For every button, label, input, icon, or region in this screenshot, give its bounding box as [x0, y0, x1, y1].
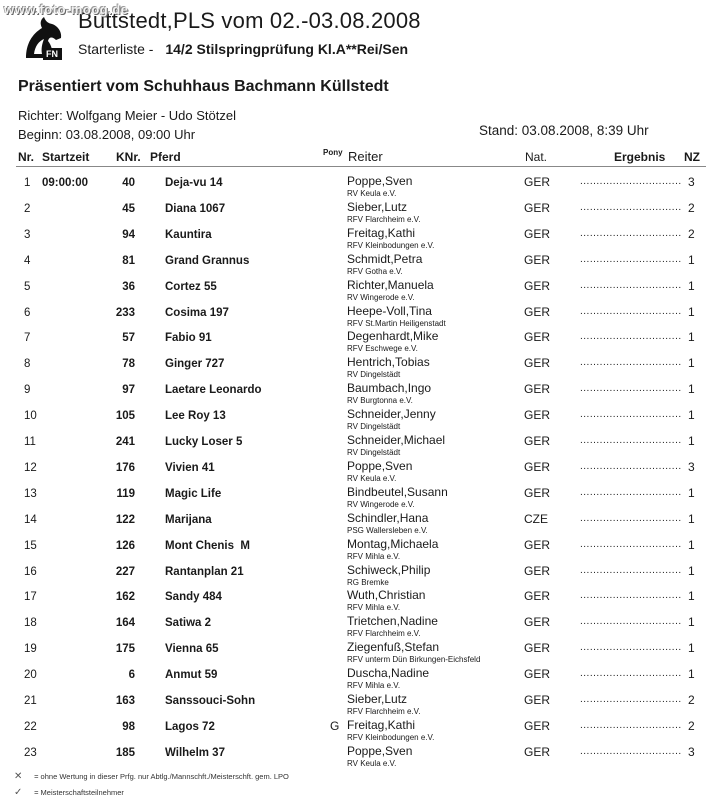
row-club: RV Dingelstädt [347, 422, 401, 432]
row-knr: 40 [122, 177, 135, 189]
row-club: RFV unterm Dün Birkungen-Eichsfeld [347, 655, 481, 665]
row-rider: Trietchen,Nadine [347, 614, 438, 629]
table-row [0, 742, 726, 768]
row-club: RV Wingerode e.V. [347, 292, 415, 302]
row-nz: 1 [688, 641, 695, 656]
row-club: RV Dingelstädt [347, 448, 401, 457]
row-result-placeholder: ............................... [580, 305, 682, 317]
row-rider: Schneider,Jenny [347, 407, 436, 422]
row-result-placeholder: ............................... [580, 331, 682, 343]
col-header-ergebnis: Ergebnis [614, 150, 666, 164]
row-nz: 2 [688, 693, 695, 707]
row-club: PSG Wallersleben e.V. [347, 525, 428, 535]
row-nr: 6 [24, 306, 31, 319]
row-nr: 21 [24, 695, 37, 707]
row-knr: 162 [115, 591, 135, 604]
row-nz: 1 [688, 434, 695, 448]
row-rider: Hentrich,Tobias [347, 355, 430, 370]
row-nr: 20 [24, 669, 37, 682]
col-header-startzeit: Startzeit [42, 150, 90, 164]
row-nz: 1 [688, 537, 695, 552]
row-horse: Magic Life [165, 487, 222, 500]
row-result-placeholder: ............................... [580, 719, 682, 731]
table-row [0, 690, 726, 716]
table-row [0, 405, 726, 431]
row-rider: Poppe,Sven [347, 743, 413, 758]
row-nz: 3 [688, 175, 695, 189]
row-nr: 5 [24, 280, 31, 293]
row-nr: 22 [24, 720, 37, 733]
row-nz: 1 [688, 563, 695, 578]
row-horse: Sanssouci-Sohn [165, 695, 256, 707]
row-rider: Schmidt,Petra [347, 251, 423, 266]
header-divider [16, 166, 706, 167]
row-knr: 176 [115, 461, 135, 474]
row-rider: Heepe-Voll,Tina [347, 303, 432, 318]
row-knr: 163 [115, 695, 135, 707]
row-nz: 1 [688, 304, 695, 319]
row-horse: Deja-vu 14 [165, 177, 223, 189]
status-timestamp: Stand: 03.08.2008, 8:39 Uhr [479, 123, 649, 138]
row-club: RFV Kleinbodungen e.V. [347, 732, 435, 742]
row-nat: GER [524, 537, 551, 552]
row-result-placeholder: ............................... [580, 383, 682, 395]
row-nat: GER [524, 718, 551, 733]
row-nr: 12 [24, 461, 37, 474]
row-result-placeholder: ............................... [580, 564, 682, 576]
list-label: Starterliste - [78, 41, 154, 57]
table-row [0, 353, 726, 379]
row-nz: 2 [688, 226, 695, 241]
row-knr: 98 [122, 720, 135, 733]
row-nr: 3 [24, 228, 31, 241]
row-nat: GER [524, 693, 551, 707]
row-nat: GER [524, 641, 551, 656]
col-header-pferd: Pferd [150, 150, 181, 164]
row-knr: 233 [115, 306, 135, 319]
table-row [0, 276, 726, 302]
row-rider: Poppe,Sven [347, 174, 413, 188]
row-rider: Baumbach,Ingo [347, 381, 432, 396]
row-horse: Kauntira [165, 228, 212, 241]
row-rider: Poppe,Sven [347, 458, 413, 473]
row-result-placeholder: ............................... [580, 460, 682, 472]
table-row [0, 379, 726, 405]
row-club: RFV Mihla e.V. [347, 603, 401, 613]
row-horse: Lagos 72 [165, 720, 215, 733]
row-nr: 4 [24, 254, 31, 267]
row-rider: Duscha,Nadine [347, 666, 430, 681]
col-header-nz: NZ [684, 150, 700, 164]
row-knr: 36 [122, 280, 135, 293]
row-nat: GER [524, 226, 551, 241]
table-row [0, 457, 726, 483]
row-nat: GER [524, 589, 551, 604]
row-nz: 1 [688, 330, 695, 345]
table-row [0, 327, 726, 353]
row-nat: GER [524, 667, 551, 682]
table-row [0, 535, 726, 561]
table-row [0, 561, 726, 587]
row-horse: Diana 1067 [165, 202, 226, 215]
row-result-placeholder: ............................... [580, 176, 682, 187]
table-row [0, 431, 726, 457]
subtitle [78, 41, 408, 57]
row-nat: GER [524, 356, 551, 371]
row-nr: 17 [24, 591, 37, 604]
row-knr: 241 [115, 436, 135, 448]
row-nat: GER [524, 408, 551, 423]
row-nr: 2 [24, 202, 31, 215]
row-knr: 227 [115, 565, 135, 578]
row-club: RV Keula e.V. [347, 473, 397, 483]
row-nr: 16 [24, 565, 37, 578]
row-result-placeholder: ............................... [580, 694, 682, 705]
row-nz: 1 [688, 511, 695, 526]
row-result-placeholder: ............................... [580, 642, 682, 654]
row-nat: GER [524, 382, 551, 397]
table-row [0, 664, 726, 690]
row-result-placeholder: ............................... [580, 538, 682, 550]
row-knr: 97 [122, 384, 135, 397]
row-nz: 2 [688, 200, 695, 215]
row-horse: Rantanplan 21 [165, 565, 244, 578]
row-rider: Bindbeutel,Susann [347, 484, 448, 499]
row-horse: Anmut 59 [165, 669, 218, 682]
row-rider: Degenhardt,Mike [347, 329, 439, 344]
row-club: RG Bremke [347, 577, 389, 587]
row-nr: 23 [24, 746, 37, 759]
row-club: RFV Flarchheim e.V. [347, 629, 421, 639]
row-horse: Sandy 484 [165, 591, 222, 604]
row-club: RFV St.Martin Heiligenstadt [347, 318, 446, 328]
row-horse: Mont Chenis M [165, 539, 250, 552]
fn-logo-text: FN [46, 49, 58, 59]
row-rider: Ziegenfuß,Stefan [347, 640, 440, 655]
row-nat: CZE [524, 511, 548, 526]
row-nr: 11 [24, 436, 36, 448]
row-nat: GER [524, 330, 551, 345]
row-club: RV Burgtonna e.V. [347, 396, 413, 406]
row-nz: 1 [688, 485, 695, 500]
legend-text: = Meisterschaftsteilnehmer [34, 788, 124, 797]
row-club: RFV Gotha e.V. [347, 266, 403, 276]
row-result-placeholder: ............................... [580, 616, 682, 628]
table-row [0, 716, 726, 742]
row-nz: 3 [688, 459, 695, 474]
row-nat: GER [524, 175, 551, 189]
row-nat: GER [524, 459, 551, 474]
row-club: RFV Flarchheim e.V. [347, 214, 421, 224]
row-nr: 18 [24, 617, 37, 630]
row-rider: Freitag,Kathi [347, 225, 416, 240]
row-result-placeholder: ............................... [580, 745, 682, 757]
row-club: RFV Eschwege e.V. [347, 344, 418, 354]
row-nz: 2 [688, 718, 695, 733]
row-horse: Wilhelm 37 [165, 746, 225, 759]
row-nr: 9 [24, 384, 31, 397]
row-result-placeholder: ............................... [580, 253, 682, 265]
table-row [0, 250, 726, 276]
row-nat: GER [524, 434, 551, 448]
row-nr: 19 [24, 643, 37, 656]
row-horse: Laetare Leonardo [165, 384, 262, 397]
row-nz: 1 [688, 382, 695, 397]
row-horse: Lee Roy 13 [165, 410, 226, 423]
legend-item [14, 771, 289, 782]
col-header-knr: KNr. [116, 150, 141, 164]
row-nr: 1 [24, 177, 31, 189]
row-nat: GER [524, 200, 551, 215]
table-row [0, 224, 726, 250]
row-horse: Cosima 197 [165, 306, 229, 319]
row-knr: 94 [122, 228, 135, 241]
row-nr: 13 [24, 487, 37, 500]
start-time-line: Beginn: 03.08.2008, 09:00 Uhr [18, 127, 196, 142]
row-horse: Fabio 91 [165, 332, 212, 345]
row-knr: 45 [122, 202, 135, 215]
row-nz: 1 [688, 252, 695, 267]
table-row [0, 302, 726, 328]
row-rider: Richter,Manuela [347, 277, 434, 292]
row-club: RV Keula e.V. [347, 189, 397, 198]
row-result-placeholder: ............................... [580, 435, 682, 446]
row-nr: 15 [24, 539, 37, 552]
row-club: RV Keula e.V. [347, 758, 397, 768]
row-horse: Marijana [165, 513, 212, 526]
row-nz: 1 [688, 589, 695, 604]
row-rider: Schiweck,Philip [347, 562, 431, 577]
row-pony-marker: G [330, 718, 340, 733]
row-nz: 1 [688, 278, 695, 293]
row-horse: Vienna 65 [165, 643, 219, 656]
cross-icon: ✕ [14, 771, 23, 782]
row-result-placeholder: ............................... [580, 279, 682, 291]
table-row [0, 172, 726, 198]
row-club: RFV Mihla e.V. [347, 681, 401, 691]
row-knr: 122 [115, 513, 135, 526]
row-result-placeholder: ............................... [580, 590, 682, 602]
row-horse: Lucky Loser 5 [165, 436, 243, 448]
row-nz: 1 [688, 408, 695, 423]
row-nat: GER [524, 278, 551, 293]
row-knr: 126 [115, 539, 135, 552]
row-club: RFV Flarchheim e.V. [347, 707, 421, 716]
row-rider: Freitag,Kathi [347, 717, 416, 732]
col-header-nat: Nat. [525, 150, 548, 164]
row-result-placeholder: ............................... [580, 409, 682, 421]
row-knr: 164 [115, 617, 135, 630]
sponsor-line: Präsentiert vom Schuhhaus Bachmann Küllstedt [18, 78, 389, 95]
row-result-placeholder: ............................... [580, 357, 682, 369]
row-nat: GER [524, 485, 551, 500]
legend-text: = ohne Wertung in dieser Prfg. nur Abtlg./Mannschft./Meisterschft. gem. LPO [34, 772, 289, 781]
row-nz: 1 [688, 667, 695, 682]
table-row [0, 198, 726, 224]
row-nat: GER [524, 252, 551, 267]
row-club: RFV Mihla e.V. [347, 551, 401, 561]
row-result-placeholder: ............................... [580, 227, 682, 239]
table-row [0, 586, 726, 612]
event-title: Buttstedt,PLS vom 02.-03.08.2008 [78, 8, 421, 33]
row-nat: GER [524, 304, 551, 319]
row-horse: Ginger 727 [165, 358, 225, 371]
row-nz: 3 [688, 744, 695, 759]
row-nr: 14 [24, 513, 37, 526]
row-nat: GER [524, 744, 551, 759]
watermark-text: www.foto-moog.de [4, 2, 129, 17]
row-rider: Schindler,Hana [347, 510, 429, 525]
table-row [0, 612, 726, 638]
row-horse: Cortez 55 [165, 280, 217, 293]
table-row [0, 509, 726, 535]
row-knr: 81 [122, 254, 135, 267]
row-horse: Satiwa 2 [165, 617, 212, 630]
row-knr: 175 [115, 643, 135, 656]
row-startzeit: 09:00:00 [42, 177, 89, 189]
col-header-pony: Pony [323, 148, 343, 157]
row-knr: 6 [128, 669, 135, 682]
fn-logo [22, 14, 64, 62]
row-rider: Montag,Michaela [347, 536, 439, 551]
row-result-placeholder: ............................... [580, 512, 682, 524]
row-knr: 105 [115, 410, 135, 423]
check-icon: ✓ [14, 787, 23, 798]
row-rider: Wuth,Christian [347, 588, 426, 603]
row-club: RV Dingelstädt [347, 370, 401, 380]
row-horse: Vivien 41 [165, 461, 215, 474]
row-result-placeholder: ............................... [580, 668, 682, 680]
row-result-placeholder: ............................... [580, 201, 682, 213]
row-nr: 8 [24, 358, 31, 371]
row-nr: 10 [24, 410, 37, 423]
table-row [0, 638, 726, 664]
row-nat: GER [524, 615, 551, 630]
judges-line: Richter: Wolfgang Meier - Udo Stötzel [18, 108, 236, 123]
row-rider: Sieber,Lutz [347, 199, 408, 214]
row-result-placeholder: ............................... [580, 486, 682, 498]
row-club: RFV Kleinbodungen e.V. [347, 240, 435, 250]
competition-name: 14/2 Stilspringprüfung Kl.A**Rei/Sen [165, 41, 409, 57]
table-row [0, 483, 726, 509]
row-nz: 1 [688, 615, 695, 630]
row-horse: Grand Grannus [165, 254, 250, 267]
row-nz: 1 [688, 356, 695, 371]
row-rider: Sieber,Lutz [347, 692, 408, 706]
row-rider: Schneider,Michael [347, 433, 446, 447]
row-knr: 119 [116, 487, 135, 500]
col-header-reiter: Reiter [348, 149, 383, 164]
row-knr: 57 [122, 332, 135, 345]
row-club: RV Wingerode e.V. [347, 499, 415, 509]
row-nr: 7 [24, 332, 31, 345]
legend-item [14, 787, 124, 798]
row-knr: 78 [122, 358, 135, 371]
col-header-nr: Nr. [18, 150, 35, 164]
row-knr: 185 [115, 746, 135, 759]
row-nat: GER [524, 563, 551, 578]
